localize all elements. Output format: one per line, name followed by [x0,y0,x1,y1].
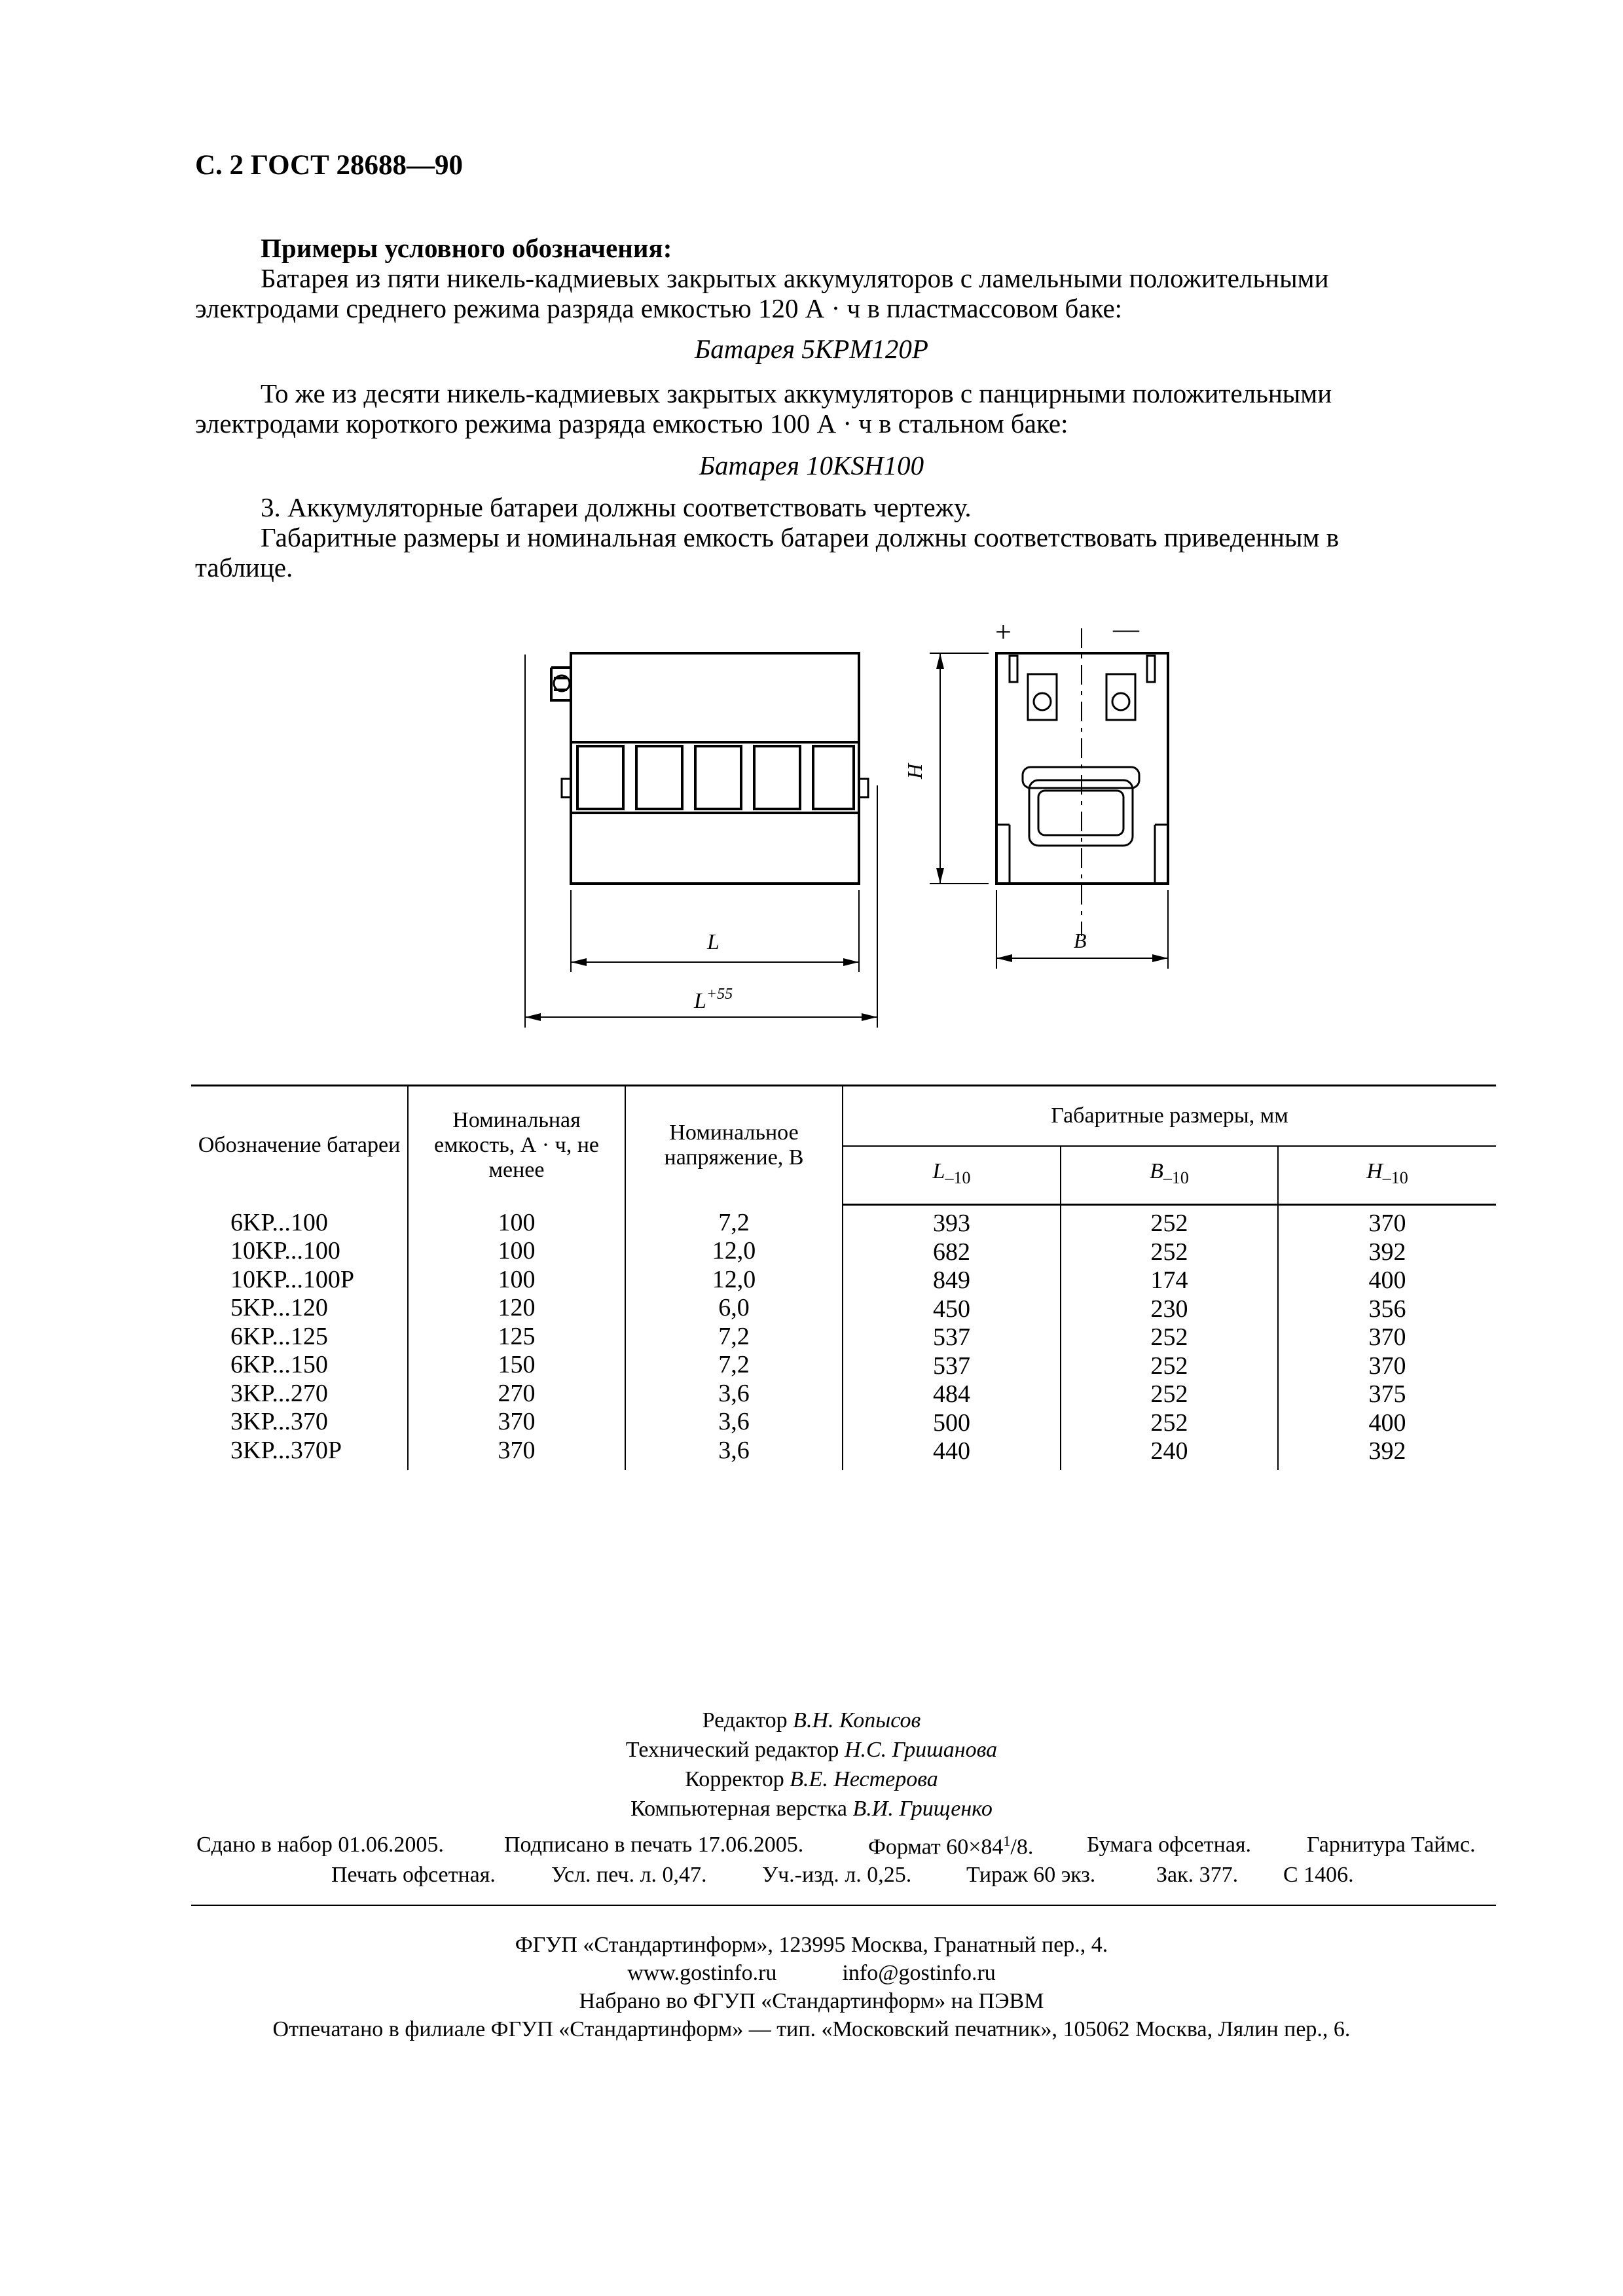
credits [0,1706,1623,1823]
label-L55-sup: +55 [706,986,733,1003]
col-H: $H_{-10}$ [1278,1146,1496,1205]
label-L: L [707,930,720,954]
imprint-sheets: Усл. печ. л. 0,47. [551,1863,707,1887]
imprint-format: Формат $60\times 84^1/8$. [868,1833,1034,1859]
clause3-line1: 3. Аккумуляторные батареи должны соответствовать чертежу. [261,492,972,522]
footer-contacts [0,1959,1623,1987]
example2-designation: Батарея 10KSH100 [699,450,924,480]
example1-line1: Батарея из пяти никель-кадмиевых закрытых аккумуляторов с ламельными положительными [261,263,1329,293]
designation-cell: 6KP...100 10KP...100 10KP...100P 5KP...120 6KP...125 6KP...150 3KP...270 3KP...370 3KP...370P [230,1208,354,1464]
col-voltage: Номинальное напряжение, В [625,1086,843,1205]
capacity-cell: 100 100 100 120 125 150 270 370 370 [408,1205,625,1470]
footer-printed: Отпечатано в филиале ФГУП «Стандартинформ» — тип. «Московский печатник», 105062 Москва, Лялин пер., 6. [272,2017,1351,2041]
credit-layout: Компьютерная верстка В.И. Грищенко [630,1797,993,1821]
imprint-signed: Подписано в печать 17.06.2005. [504,1833,804,1857]
footer-web[interactable]: www.gostinfo.ru [627,1961,777,1985]
width-cell: 252 252 174 230 252 252 252 252 240 [1061,1205,1278,1470]
examples-heading: Примеры условного обозначения: [261,233,672,263]
col-capacity: Номинальная емкость, А · ч, не менее [408,1086,625,1205]
divider [191,1905,1496,1906]
label-H: H [903,763,926,779]
col-designation: Обозначение батареи [191,1086,408,1205]
clause3-line3: таблице. [195,552,293,583]
svg-text:L+55 [693,986,733,1013]
imprint-print: Печать офсетная. [331,1863,496,1887]
col-L: $L_{-10}$ [843,1146,1061,1205]
imprint-paper: Бумага офсетная. [1087,1833,1252,1857]
example1-line2: электродами среднего режима разряда емкостью 120 А · ч в пластмассовом баке: [195,293,1123,323]
credit-editor: Редактор В.Н. Копысов [702,1708,921,1732]
credit-corrector: Корректор В.Е. Нестерова [685,1767,938,1791]
col-B: $B_{-10}$ [1061,1146,1278,1205]
example1-designation: Батарея 5KPM120P [695,334,928,364]
label-B: B [1074,929,1087,952]
page-header: С. 2 ГОСТ 28688—90 [195,150,464,181]
imprint-code: С 1406. [1283,1863,1354,1887]
example2-line1: То же из десяти никель-кадмиевых закрытых аккумуляторов с панцирными положительными [261,378,1332,408]
footer-email[interactable]: info@gostinfo.ru [842,1961,996,1985]
credit-tech-editor: Технический редактор Н.С. Гришанова [625,1738,998,1762]
height-cell: 370 392 400 356 370 370 375 400 392 [1278,1205,1496,1470]
battery-drawing [511,615,1198,1034]
clause3-line2: Габаритные размеры и номинальная емкость батареи должны соответствовать приведенным в [261,522,1340,552]
imprint-font: Гарнитура Таймс. [1307,1833,1476,1857]
side-view [930,628,1168,969]
dimensions-table [191,1085,1496,1470]
label-plus: + [995,616,1012,648]
imprint-sent: Сдано в набор 01.06.2005. [196,1833,444,1857]
label-L55: L [694,989,706,1013]
imprint-run: Тираж 60 экз. [966,1863,1096,1887]
voltage-cell: 7,2 12,0 12,0 6,0 7,2 7,2 3,6 3,6 3,6 [625,1205,843,1470]
front-view [525,653,877,1028]
imprint-order: Зак. 377. [1156,1863,1239,1887]
length-cell: 393 682 849 450 537 537 484 500 440 [843,1205,1061,1470]
col-dimensions: Габаритные размеры, мм [843,1086,1496,1146]
example2-line2: электродами короткого режима разряда емкостью 100 А · ч в стальном баке: [195,408,1068,439]
publisher-footer [0,1931,1623,2043]
table-body-row [191,1205,1496,1470]
label-minus: — [1113,615,1139,643]
imprint-edsheets: Уч.-изд. л. 0,25. [762,1863,912,1887]
footer-address: ФГУП «Стандартинформ», 123995 Москва, Гранатный пер., 4. [515,1933,1108,1957]
footer-typeset: Набрано во ФГУП «Стандартинформ» на ПЭВМ [579,1989,1044,2013]
